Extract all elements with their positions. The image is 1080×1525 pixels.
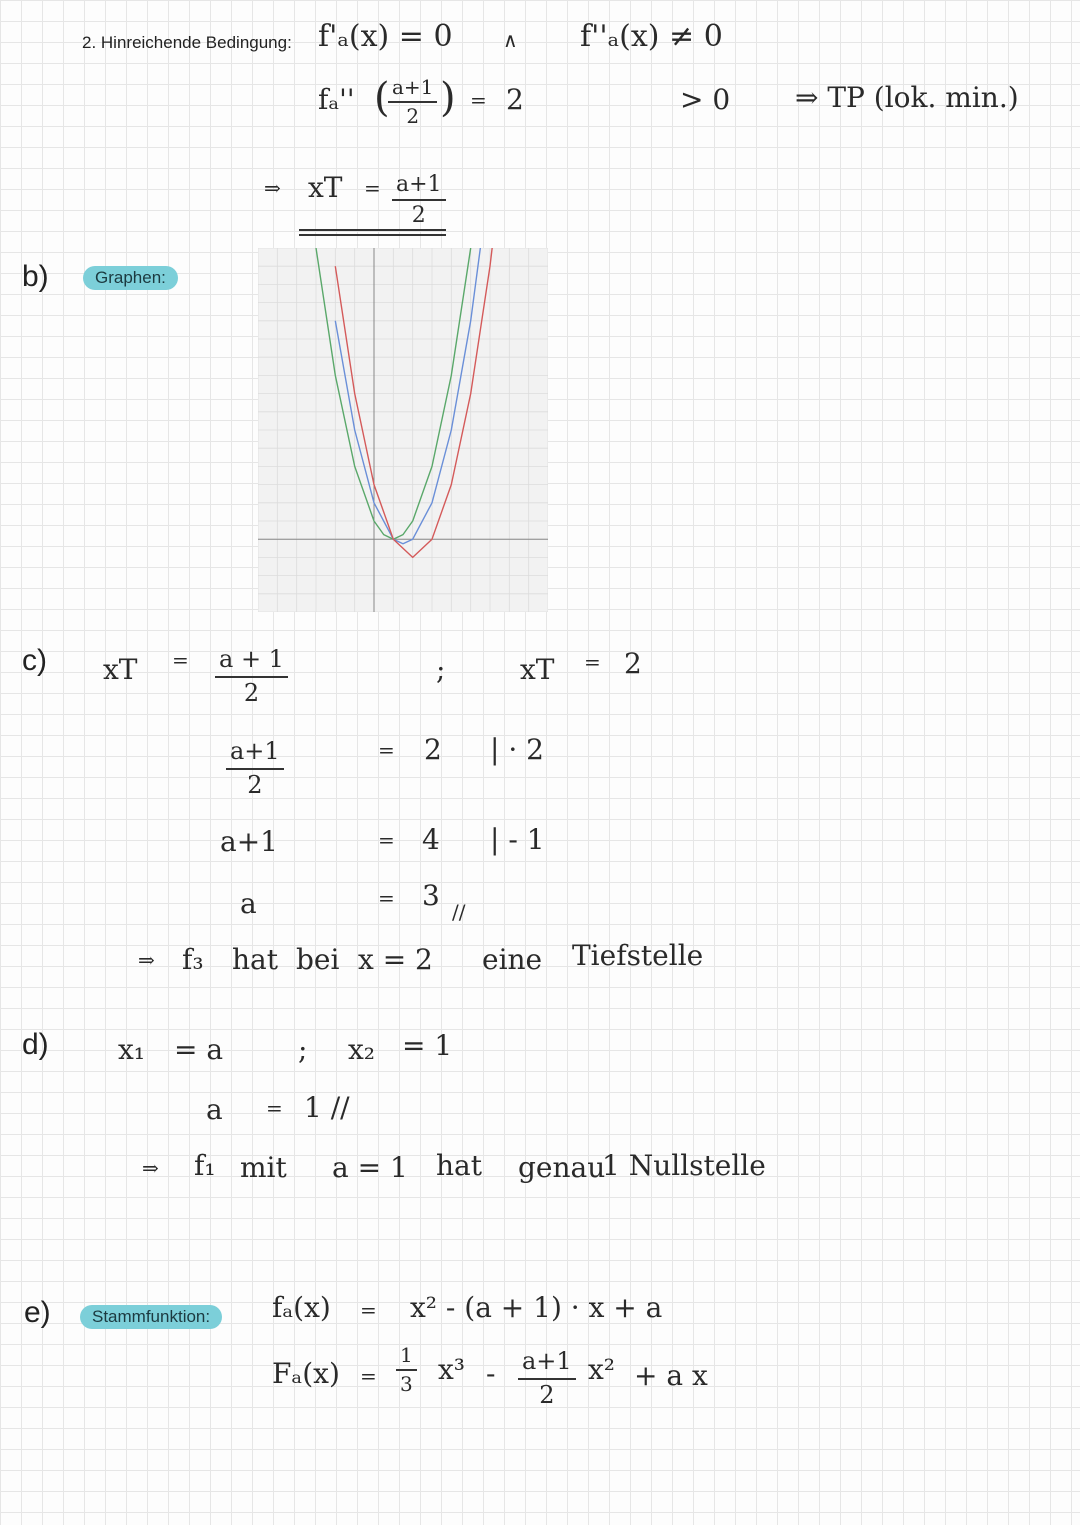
equation-value: 3 bbox=[422, 879, 440, 912]
part-b-label: b) bbox=[22, 260, 49, 293]
antiderivative-lhs: Fₐ(x) bbox=[272, 1357, 340, 1390]
equals-sign: = bbox=[584, 650, 601, 674]
fraction-denominator: 2 bbox=[243, 678, 260, 707]
equals-sign: = bbox=[266, 1096, 283, 1120]
fraction-denominator: 2 bbox=[406, 104, 420, 128]
root-x2-value: = 1 bbox=[402, 1029, 453, 1062]
xt-value: 2 bbox=[624, 647, 642, 680]
implies-arrow: ⇒ bbox=[142, 1156, 159, 1180]
root-x1-value: = a bbox=[174, 1033, 224, 1066]
word-nullstelle: 1 Nullstelle bbox=[602, 1149, 766, 1182]
and-symbol: ∧ bbox=[503, 28, 518, 52]
root-x1: x₁ bbox=[118, 1033, 146, 1066]
parabola-graph bbox=[258, 248, 548, 612]
xt-variable: xT bbox=[308, 171, 343, 204]
separator: ; bbox=[436, 653, 446, 686]
separator: ; bbox=[298, 1033, 308, 1066]
equation-lhs: a+1 bbox=[220, 825, 278, 858]
graph-gridlines bbox=[258, 248, 548, 612]
fraction-denominator: 3 bbox=[400, 1372, 413, 1396]
equation-fraction bbox=[226, 738, 284, 799]
xt-fraction bbox=[215, 646, 288, 707]
implies-arrow: ⇒ bbox=[138, 948, 155, 972]
double-underline-bottom bbox=[299, 234, 446, 236]
function-lhs: fₐ(x) bbox=[272, 1291, 331, 1324]
antiderivative-fraction bbox=[518, 1348, 576, 1409]
equation-lhs: a bbox=[240, 887, 257, 920]
paren-open: ( bbox=[374, 75, 390, 121]
equals-sign: = bbox=[378, 886, 395, 910]
word-tiefstelle: Tiefstelle bbox=[572, 939, 704, 972]
equation-operation: | · 2 bbox=[490, 733, 544, 766]
function-name: f₁ bbox=[194, 1149, 216, 1182]
xt-variable: xT bbox=[103, 653, 138, 686]
part-d-label: d) bbox=[22, 1028, 49, 1061]
antiderivative-badge: Stammfunktion: bbox=[80, 1305, 222, 1329]
xt-variable-2: xT bbox=[520, 653, 555, 686]
fraction-denominator: 2 bbox=[411, 203, 426, 229]
equals-sign: = bbox=[364, 176, 381, 200]
equals-sign: = bbox=[172, 648, 189, 672]
equals-sign: = bbox=[360, 1364, 377, 1388]
word-genau: genau bbox=[518, 1151, 606, 1184]
a-value: a = 1 bbox=[332, 1151, 408, 1184]
fraction-numerator: 1 bbox=[396, 1344, 417, 1371]
x-squared: x² bbox=[588, 1353, 616, 1386]
fraction-numerator: a+1 bbox=[518, 1348, 576, 1380]
word-eine: eine bbox=[482, 943, 543, 976]
paren-close: ) bbox=[440, 75, 456, 121]
minimum-conclusion: ⇒ TP (lok. min.) bbox=[795, 81, 1019, 114]
equals-sign: = bbox=[378, 738, 395, 762]
word-bei: bei bbox=[296, 943, 340, 976]
coefficient-fraction bbox=[396, 1344, 417, 1396]
graphs-badge: Graphen: bbox=[83, 266, 178, 290]
fraction-numerator: a+1 bbox=[226, 738, 284, 770]
function-name: f₃ bbox=[182, 943, 204, 976]
function-rhs: x² - (a + 1) · x + a bbox=[410, 1291, 663, 1324]
first-derivative-condition: f'ₐ(x) = 0 bbox=[318, 19, 453, 54]
x-value: x = 2 bbox=[358, 943, 433, 976]
fraction-denominator: 2 bbox=[247, 770, 263, 799]
minus-sign: - bbox=[486, 1357, 496, 1390]
double-underline-top bbox=[299, 229, 446, 231]
equals-sign: = bbox=[378, 828, 395, 852]
equals-sign: = bbox=[360, 1298, 377, 1322]
equation-operation: | - 1 bbox=[490, 823, 545, 856]
equation-value: 1 // bbox=[304, 1091, 350, 1124]
equation-lhs: a bbox=[206, 1093, 223, 1126]
xt-fraction bbox=[392, 172, 446, 229]
equation-value: 2 bbox=[424, 733, 442, 766]
part-c-label: c) bbox=[22, 644, 47, 677]
word-hat: hat bbox=[232, 943, 278, 976]
root-x2: x₂ bbox=[348, 1033, 376, 1066]
final-result-mark: // bbox=[452, 900, 466, 924]
vertex-fraction bbox=[388, 76, 437, 128]
condition-heading: 2. Hinreichende Bedingung: bbox=[82, 33, 292, 52]
linear-term: + a x bbox=[634, 1359, 708, 1392]
part-e-label: e) bbox=[24, 1296, 51, 1329]
x-cubed: x³ bbox=[438, 1353, 466, 1386]
greater-than-zero: > 0 bbox=[680, 83, 731, 116]
equation-value: 4 bbox=[422, 823, 440, 856]
equals-sign: = bbox=[470, 88, 487, 112]
second-derivative-value: 2 bbox=[506, 83, 524, 116]
fraction-numerator: a+1 bbox=[392, 172, 446, 201]
implies-arrow: ⇒ bbox=[264, 176, 281, 200]
fraction-numerator: a+1 bbox=[388, 76, 437, 103]
word-mit: mit bbox=[240, 1151, 287, 1184]
second-derivative-condition: f''ₐ(x) ≠ 0 bbox=[580, 19, 723, 54]
fraction-denominator: 2 bbox=[539, 1380, 555, 1409]
word-hat: hat bbox=[436, 1149, 482, 1182]
second-derivative-lhs: fₐ'' bbox=[318, 83, 355, 116]
fraction-numerator: a + 1 bbox=[215, 646, 288, 678]
